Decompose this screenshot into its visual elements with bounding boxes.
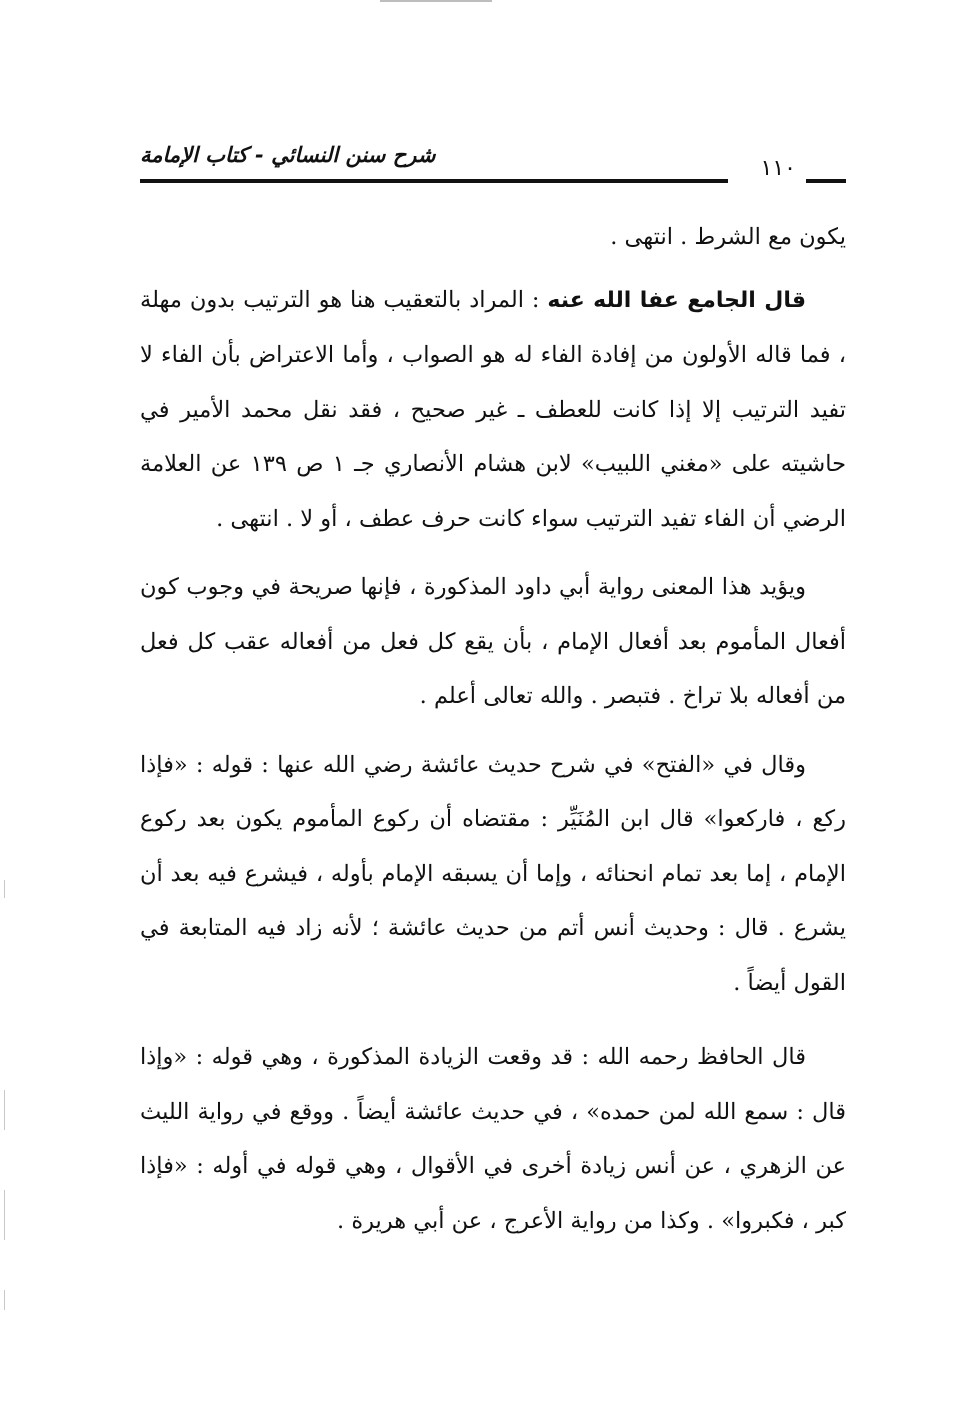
header-rule-short	[806, 179, 846, 183]
paragraph-1	[140, 210, 846, 265]
paragraph-2-lead: قال الجامع عفا الله عنه	[547, 287, 806, 313]
page-number: ١١٠	[760, 156, 796, 181]
header-rule-long	[140, 179, 728, 183]
page-body	[140, 210, 846, 1248]
scan-margin-tick	[4, 1290, 5, 1310]
paragraph-5	[140, 1030, 846, 1248]
scan-margin-tick	[4, 1190, 5, 1240]
paragraph-2	[140, 273, 846, 547]
page-header	[140, 140, 846, 192]
scan-margin-tick	[4, 880, 5, 898]
paragraph-4-text: وقال في «الفتح» في شرح حديث عائشة رضي الله عنها : قوله : «فإذا ركع ، فاركعوا» قال ابن المُنَيِّر : مقتضاه أن ركوع المأموم يكون بعد ركوع الإمام ، إما بعد تمام انحنائه ، وإما أن يسبقه الإمام بأوله ، فيشرع فيه بعد أن يشرع . قال : وحديث أنس أتم من حديث عائشة ؛ لأنه زاد فيه المتابعة في القول أيضاً .	[140, 751, 846, 996]
running-title: شرح سنن النسائي - كتاب الإمامة	[140, 143, 436, 167]
paragraph-4	[140, 738, 846, 1011]
paragraph-3-text: ويؤيد هذا المعنى رواية أبي داود المذكورة ، فإنها صريحة في وجوب كون أفعال المأموم بعد أفعال الإمام ، بأن يقع كل فعل من أفعاله عقب كل فعل من أفعاله بلا تراخ . فتبصر . والله تعالى أعلم .	[140, 574, 846, 709]
paragraph-5-text: قال الحافظ رحمه الله : قد وقعت الزيادة المذكورة ، وهي قوله : «وإذا قال : سمع الله لمن حمده» ، في حديث عائشة أيضاً . ووقع في رواية الليث عن الزهري ، عن أنس زيادة أخرى في الأقوال ، وهي قوله في أوله : «فإذا كبر ، فكبروا» . وكذا من رواية الأعرج ، عن أبي هريرة .	[140, 1044, 846, 1234]
paragraph-2-text: : المراد بالتعقيب هنا هو الترتيب بدون مهلة ، فما قاله الأولون من إفادة الفاء له هو الصواب ، وأما الاعتراض بأن الفاء لا تفيد الترتيب إلا إذا كانت للعطف ـ غير صحيح ، فقد نقل محمد الأمير في حاشيته على «مغني اللبيب» لابن هشام الأنصاري جـ ١ ص ١٣٩ عن العلامة الرضي أن الفاء تفيد الترتيب سواء كانت حرف عطف ، أو لا . انتهى .	[140, 286, 846, 532]
paragraph-1-text: يكون مع الشرط . انتهى .	[610, 224, 846, 250]
paragraph-3	[140, 560, 846, 724]
scan-margin-tick	[4, 1090, 5, 1130]
scan-top-mark	[380, 0, 492, 2]
